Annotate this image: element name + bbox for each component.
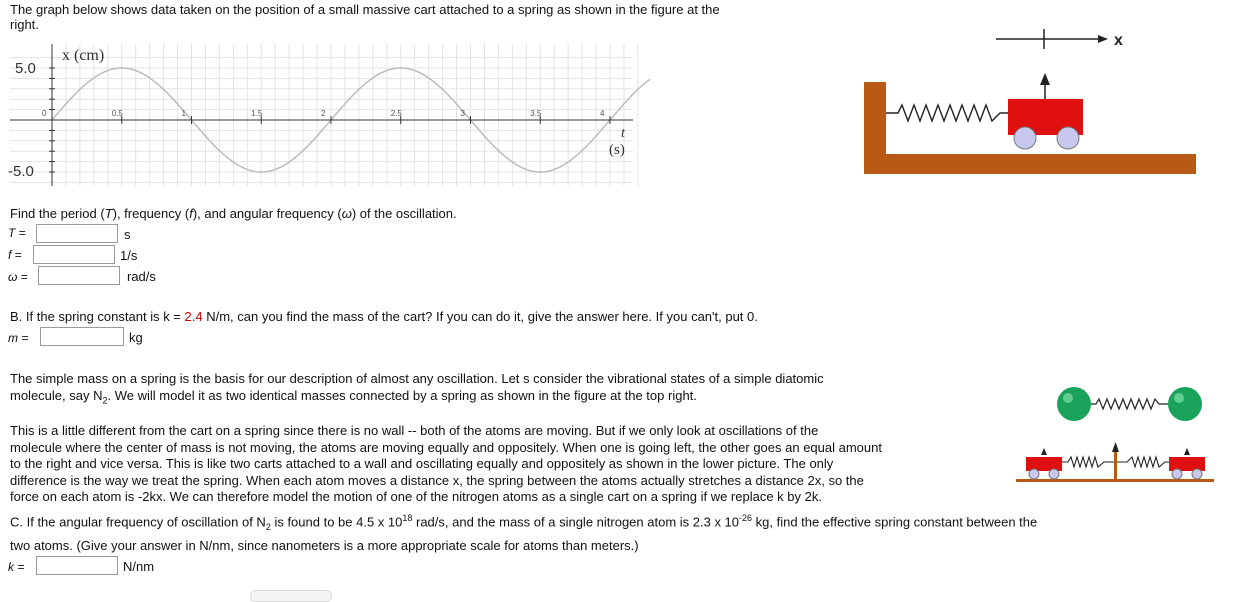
T-input[interactable] [36, 224, 118, 243]
y-min-label: -5.0 [8, 163, 34, 180]
m-label: m = [8, 331, 29, 345]
cart-wheel-left [1014, 127, 1036, 149]
x-tick-label: 0 [42, 109, 47, 118]
cart-wheel-right [1057, 127, 1079, 149]
x-tick-label: 3.5 [530, 109, 542, 118]
omega-input[interactable] [38, 266, 120, 285]
k-label: k = [8, 560, 25, 574]
diatomic-para-2: This is a little different from the cart on a spring since there is no wall -- both of the atoms are moving. But if we only look at oscillations of the molecule where the center of mass is not moving, the atoms are moving equally and oppositely. When one is going left, the other goes an equal amount to the right and vice versa. This is like two carts attached to a wall and oscillating equally and oppositely as shown in the lower picture. The only difference is the way we treat the spring. When each atom moves a distance x, the spring between the atoms actually stretches a distance 2x, so the force on each atom is -2kx. We can therefore model the motion of one of the nitrogen atoms as a single cart on a spring if we replace k by 2k. [10, 423, 882, 504]
x-tick-label: 1 [181, 109, 186, 118]
m-input[interactable] [40, 327, 124, 346]
spring [886, 105, 1008, 121]
axis-arrowhead [1098, 35, 1108, 43]
lower-spring-left [1062, 457, 1114, 467]
axis-x-label: x [1114, 32, 1123, 49]
x-tick-label: 4 [600, 109, 605, 118]
diatomic-para-1: The simple mass on a spring is the basis for our description of almost any oscillation. Let s consider the vibrational states of a simple diatomic molecule, say $N_2$. We will model it as two identical masses connected by a spring as shown in the figure at the top right. [10, 371, 824, 406]
f-input[interactable] [33, 245, 115, 264]
x-tick-label: 2 [321, 109, 326, 118]
y-axis-label: x (cm) [62, 47, 105, 64]
intro-line-1: The graph below shows data taken on the position of a small massive cart attached to a spring as shown in the figure at the [10, 2, 720, 17]
k-input[interactable] [36, 556, 118, 575]
atom-right [1168, 387, 1202, 421]
T-unit: s [124, 227, 131, 242]
cart-arrow [1040, 73, 1050, 85]
k-unit: N/nm [123, 559, 155, 574]
T-label: T = [8, 226, 26, 240]
omega-label: ω = [8, 270, 28, 284]
x-axis-symbol: t [621, 126, 625, 141]
lower-cart-right [1169, 457, 1205, 471]
spring-constant-value: 2.4 [184, 309, 203, 324]
atom-left [1057, 387, 1091, 421]
x-tick-label: 2.5 [390, 109, 402, 118]
omega-unit: rad/s [127, 269, 156, 284]
partC-line-2: two atoms. (Give your answer in N/nm, since nanometers is a more appropriate scale for atoms than meters.) [10, 538, 639, 553]
m-unit: kg [129, 330, 143, 345]
partC-question: C. If the angular frequency of oscillation of $N_2$ is found to be 4.5 x $10^{18}$ rad/s, and the mass of a single nitrogen atom is 2.3 x $10^{-26}$ kg, find the effective spring constant between the [10, 513, 1038, 532]
x-axis-unit: (s) [609, 142, 625, 158]
x-tick-label: 0.5 [111, 109, 123, 118]
y-max-label: 5.0 [15, 60, 36, 77]
diatomic-figure [1012, 382, 1222, 492]
f-label: f = [8, 248, 22, 262]
floor [864, 154, 1196, 174]
cart-spring-figure [858, 25, 1208, 180]
center-wall [1114, 450, 1117, 480]
lower-cart-left [1026, 457, 1062, 471]
lower-spring-right [1117, 457, 1169, 467]
chart-grid [10, 44, 650, 186]
x-tick-label: 1.5 [251, 109, 263, 118]
partA-prompt: Find the period (T), frequency (f), and angular frequency (ω) of the oscillation. [10, 206, 457, 221]
x-tick-label: 3 [460, 109, 465, 118]
diatomic-spring [1091, 399, 1168, 409]
scroll-handle[interactable] [250, 590, 332, 602]
f-unit: 1/s [120, 248, 138, 263]
position-time-graph [0, 40, 650, 190]
intro-line-2: right. [10, 17, 39, 32]
partB-question: B. If the spring constant is k = 2.4 N/m, can you find the mass of the cart? If you can do it, give the answer here. If you can't, put 0. [10, 309, 758, 324]
